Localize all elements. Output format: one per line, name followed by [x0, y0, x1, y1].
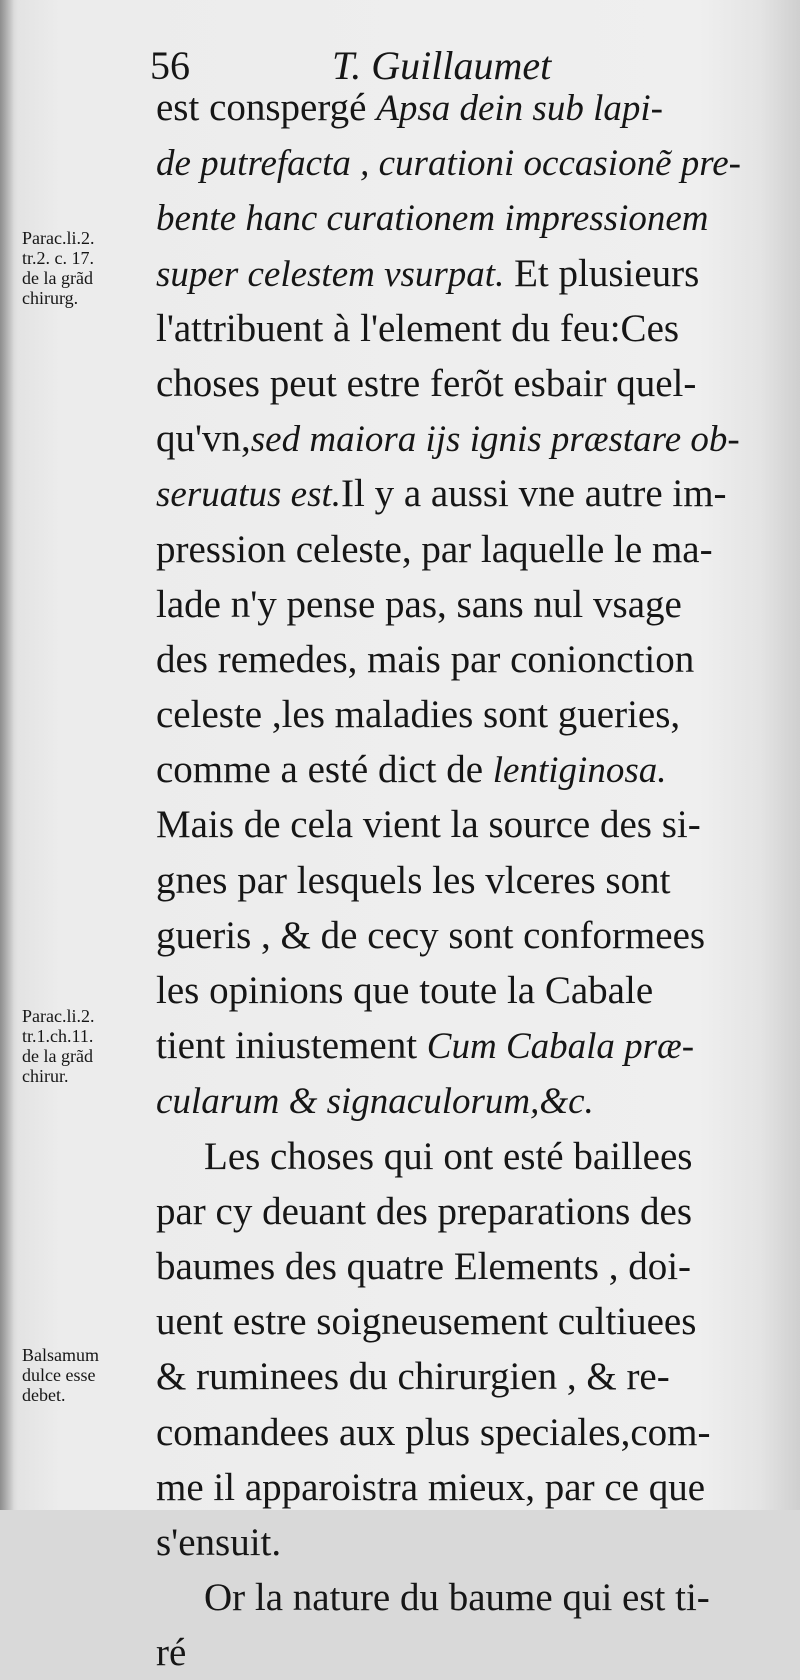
roman-text: baumes des quatre Elements , doi- — [156, 1244, 692, 1288]
roman-text: des remedes, mais par conionction — [156, 637, 695, 681]
roman-text: s'ensuit. — [156, 1520, 282, 1564]
roman-text: gueris , & de cecy sont conformees — [156, 913, 706, 957]
text-line — [156, 246, 736, 301]
margin-note-line: de la grãd — [22, 1046, 93, 1066]
text-line — [156, 1018, 736, 1073]
roman-text: Il y a aussi vne autre im- — [341, 472, 727, 516]
roman-text: les opinions que toute la Cabale — [156, 969, 654, 1012]
text-line — [156, 1129, 736, 1184]
roman-text: Les choses qui ont esté baillees — [204, 1134, 693, 1178]
margin-note-line: de la grãd — [22, 268, 93, 288]
text-line — [156, 466, 736, 521]
roman-text: Et plusieurs — [504, 251, 700, 295]
italic-text: Apsa dein sub lapi- — [376, 88, 663, 129]
margin-note-line: dulce esse — [22, 1365, 96, 1385]
roman-text: comandees aux plus speciales,com- — [156, 1410, 711, 1454]
text-line — [156, 797, 736, 852]
margin-note-line: debet. — [22, 1385, 66, 1405]
roman-text: pression celeste, par laquelle le ma- — [156, 527, 713, 571]
roman-text: celeste ,les maladies sont gueries, — [156, 693, 681, 737]
text-line — [156, 963, 736, 1018]
text-line — [156, 1184, 736, 1239]
margin-note-line: Parac.li.2. — [22, 228, 95, 248]
text-line — [156, 1349, 736, 1404]
text-line — [156, 1460, 736, 1515]
text-line — [156, 1570, 736, 1625]
text-line — [156, 742, 736, 797]
roman-text: choses peut estre ferõt esbair quel- — [156, 361, 697, 405]
text-line — [156, 1405, 736, 1460]
italic-text: seruatus est. — [156, 474, 341, 516]
text-line — [156, 687, 736, 742]
roman-text: lade n'y pense pas, sans nul vsage — [156, 582, 682, 626]
roman-text: qu'vn, — [156, 417, 251, 461]
italic-text: lentiginosa. — [492, 750, 667, 792]
roman-text: comme a esté dict de — [156, 748, 493, 792]
roman-text: uent estre soigneusement cultiuees — [156, 1300, 697, 1344]
text-line — [156, 853, 736, 908]
italic-text: Cum Cabala præ- — [426, 1026, 695, 1068]
italic-text: de putrefacta , curationi occasionẽ pre- — [156, 143, 742, 185]
italic-text: sed maiora ijs ignis præstare ob- — [250, 419, 740, 461]
text-line — [156, 80, 736, 135]
text-line — [156, 577, 736, 632]
margin-note-line: Balsamum — [22, 1345, 99, 1365]
text-line — [156, 135, 742, 190]
italic-text: bente hanc curationem impressionem — [156, 198, 709, 240]
roman-text: l'attribuent à l'element du feu:Ces — [156, 306, 680, 350]
text-line — [156, 1294, 736, 1349]
text-line — [156, 190, 736, 245]
margin-note-1 — [22, 228, 154, 308]
text-line — [156, 301, 736, 356]
roman-text: me il apparoistra mieux, par ce que — [156, 1465, 706, 1509]
roman-text: par cy deuant des preparations des — [156, 1189, 693, 1233]
margin-note-line: chirur. — [22, 1066, 69, 1086]
text-line — [156, 411, 740, 466]
italic-text: cularum & signaculorum,&c. — [156, 1081, 594, 1123]
text-line — [156, 1515, 736, 1570]
roman-text: est conspergé — [156, 86, 377, 129]
running-head: T. Guillaumet — [332, 43, 552, 88]
text-line — [156, 522, 736, 577]
margin-note-line: chirurg. — [22, 288, 79, 308]
text-line — [156, 632, 736, 687]
margin-note-3 — [22, 1345, 154, 1405]
roman-text: Or la nature du baume qui est ti- — [204, 1576, 710, 1620]
margin-note-line: Parac.li.2. — [22, 1006, 95, 1026]
text-line — [156, 356, 736, 411]
italic-text: super celestem vsurpat. — [156, 253, 505, 295]
roman-text: & ruminees du chirurgien , & re- — [156, 1355, 670, 1399]
margin-note-line: tr.2. c. 17. — [22, 248, 94, 268]
roman-text: tient iniustement — [156, 1024, 427, 1068]
roman-text: gnes par lesquels les vlceres sont — [156, 858, 671, 902]
roman-text: ré — [156, 1631, 187, 1675]
text-line — [156, 1625, 736, 1680]
text-line — [156, 908, 736, 963]
text-line — [156, 1239, 736, 1294]
body-text — [156, 80, 742, 1680]
page-number: 56 — [150, 43, 190, 88]
roman-text: Mais de cela vient la source des si- — [156, 803, 701, 847]
text-line — [156, 1073, 736, 1128]
margin-note-2 — [22, 1006, 154, 1086]
margin-note-line: tr.1.ch.11. — [22, 1026, 94, 1046]
